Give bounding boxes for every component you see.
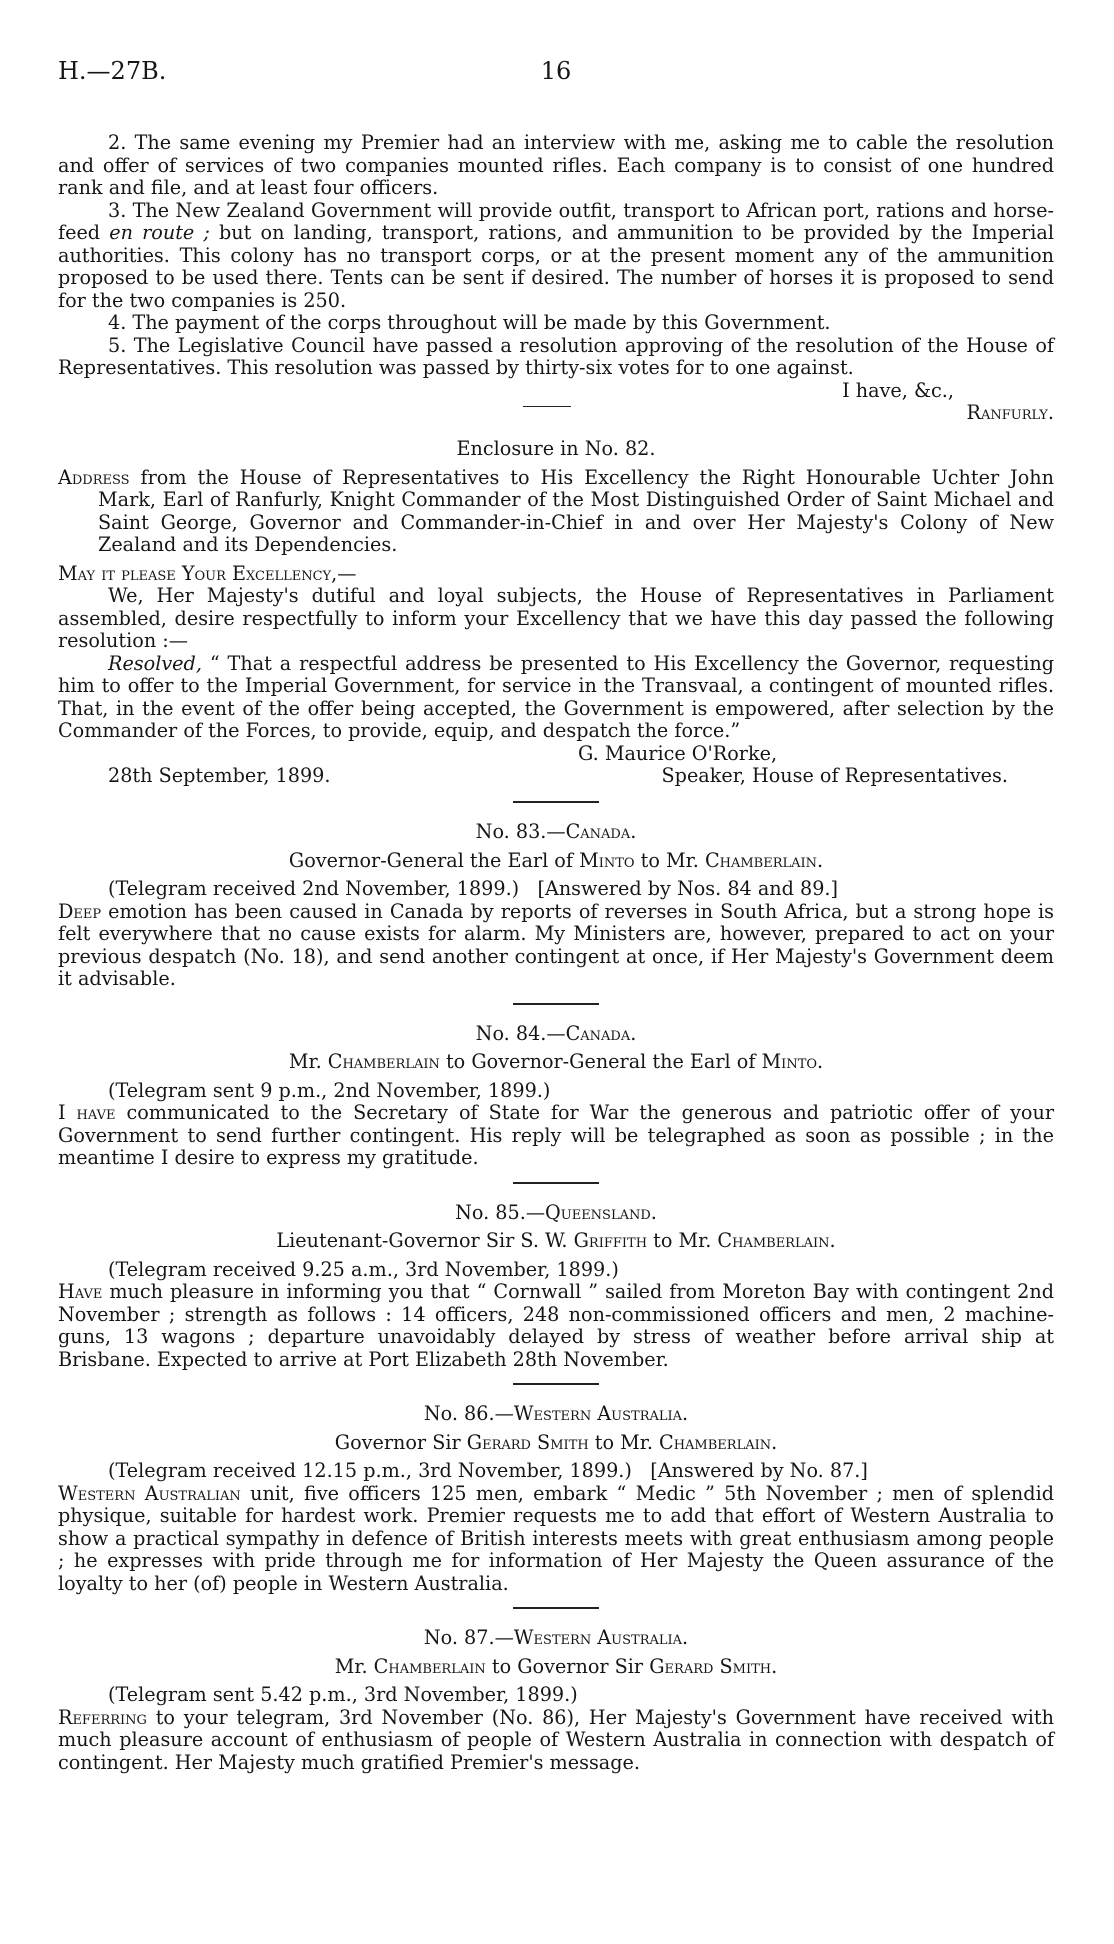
doc-telegram: (Telegram sent 9 p.m., 2nd November, 1899.) bbox=[108, 1078, 551, 1102]
enclosure-signer: G. Maurice O'Rorke, bbox=[578, 741, 778, 765]
enclosure-body: We, Her Majesty's dutiful and loyal subjects, the House of Representatives in Parliament assembled, desire respectfully to inform your Excellency that we have this day passed the following resolution :— bbox=[58, 584, 1054, 652]
section-rule bbox=[513, 801, 599, 803]
doc-heading: No. 86.—Western Australia. bbox=[423, 1402, 689, 1425]
doc-from-to: Lieutenant-Governor Sir S. W. Griffith to Mr. Chamberlain. bbox=[276, 1229, 836, 1252]
doc-from-to: Governor-General the Earl of Minto to Mr. Chamberlain. bbox=[288, 848, 824, 872]
doc-telegram: (Telegram sent 5.42 p.m., 3rd November, 1899.) bbox=[108, 1683, 578, 1706]
doc-from-to: Mr. Chamberlain to Governor-General the Earl of Minto. bbox=[288, 1050, 824, 1073]
section-rule bbox=[513, 1607, 599, 1609]
doc-heading: No. 87.—Western Australia. bbox=[423, 1626, 689, 1649]
doc-body: Referring to your telegram, 3rd November (No. 86), Her Majesty's Government have received with much pleasure account of enthusiasm of people of Western Australia in connection with despatch of contingent. Her Majesty much gratified Premier's message. bbox=[58, 1705, 1054, 1774]
doc-telegram: (Telegram received 2nd November, 1899.) [Answered by Nos. 84 and 89.] bbox=[108, 877, 839, 900]
doc-body: Western Australian unit, five officers 125 men, embark “ Medic ” 5th November ; men of splendid physique, suitable for hardest work. Premier requests me to add that effort of Western Australia to show a practical sympathy in defence of British interests meets with great enthusiasm among people ; he expresses with pride through me for information of Her Majesty the Queen assurance of the loyalty to her (of) people in Western Australia. bbox=[58, 1481, 1054, 1595]
doc-body: Deep emotion has been caused in Canada by reports of reverses in South Africa, but a strong hope is felt everywhere that no cause exists for alarm. My Ministers are, however, prepared to act on your previous despatch (No. 18), and send another contingent at once, if Her Majesty's Government deem it advisable. bbox=[58, 899, 1054, 990]
doc-from-to: Governor Sir Gerard Smith to Mr. Chamberlain. bbox=[334, 1430, 778, 1454]
section-rule bbox=[513, 1182, 599, 1184]
enclosure-date: 28th September, 1899. bbox=[108, 764, 331, 787]
doc-body: Have much pleasure in informing you that “ Cornwall ” sailed from Moreton Bay with contingent 2nd November ; strength as follows : 14 officers, 248 non-commissioned officers and men, 2 machine-guns, 13 wagons ; departure unavoidably delayed by stress of weather before arrival ship at Brisbane. Expected to arrive at Port Elizabeth 28th November. bbox=[58, 1280, 1054, 1371]
paragraph-4: 4. The payment of the corps throughout will be made by this Government. bbox=[108, 311, 831, 334]
doc-telegram: (Telegram received 12.15 p.m., 3rd November, 1899.) [Answered by No. 87.] bbox=[108, 1459, 868, 1482]
enclosure-resolution: Resolved, “ That a respectful address be presented to His Excellency the Governor, requesting him to offer to the Imperial Government, for service in the Transvaal, a contingent of mounted rifles. That, in the event of the offer being accepted, the Government is empowered, after selection by the Commander of the Forces, to provide, equip, and despatch the force.” bbox=[58, 651, 1054, 742]
signature: Ranfurly. bbox=[966, 401, 1054, 424]
short-rule bbox=[523, 406, 571, 407]
page-number: 16 bbox=[540, 57, 572, 85]
closing: I have, &c., bbox=[842, 378, 954, 402]
section-rule bbox=[513, 1383, 599, 1385]
enclosure-signer-title: Speaker, House of Representatives. bbox=[661, 764, 1008, 787]
section-rule bbox=[513, 1003, 599, 1005]
enclosure-address: Address from the House of Representatives to His Excellency the Right Honourable Uchter John Mark, Earl of Ranfurly, Knight Commander of the Most Distinguished Order of Saint Michael and Saint George, Governor and Commander-in-Chief in and over Her Majesty's Colony of New Zealand and its Dependencies. bbox=[58, 465, 1054, 556]
document-86 bbox=[58, 1403, 1054, 1595]
paragraph-2: 2. The same evening my Premier had an interview with me, asking me to cable the resolution and offer of services of two companies mounted rifles. Each company is to consist of one hundred rank and file, and at least four officers. bbox=[58, 131, 1054, 199]
document-85 bbox=[58, 1202, 1054, 1372]
document-reference: H.—27B. bbox=[58, 57, 167, 85]
document-84 bbox=[58, 1023, 1054, 1170]
document-83 bbox=[58, 821, 1054, 991]
enclosure-salutation: May it please Your Excellency,— bbox=[58, 561, 357, 585]
document-87 bbox=[58, 1627, 1054, 1774]
enclosure-date-row bbox=[58, 765, 1054, 787]
doc-telegram: (Telegram received 9.25 a.m., 3rd November, 1899.) bbox=[108, 1257, 619, 1281]
doc-from-to: Mr. Chamberlain to Governor Sir Gerard Smith. bbox=[334, 1654, 778, 1678]
paragraph-3: 3. The New Zealand Government will provide outfit, transport to African port, rations and horse-feed en route ; but on landing, transport, rations, and ammunition to be provided by the Imperial authorities. This colony has no transport corps, or at the present moment any of the ammunition proposed to be used there. Tents can be sent if desired. The number of horses it is proposed to send for the two companies is 250. bbox=[58, 198, 1054, 312]
doc-body: I have communicated to the Secretary of State for War the generous and patriotic offer of your Government to send further contingent. His reply will be telegraphed as soon as possible ; in the meantime I desire to express my gratitude. bbox=[58, 1101, 1054, 1169]
doc-heading: No. 83.—Canada. bbox=[475, 820, 637, 843]
signature-row bbox=[58, 402, 1054, 426]
doc-heading: No. 85.—Queensland. bbox=[455, 1200, 657, 1224]
doc-heading: No. 84.—Canada. bbox=[475, 1021, 637, 1045]
page-header bbox=[58, 52, 1054, 92]
enclosure-heading: Enclosure in No. 82. bbox=[456, 437, 656, 460]
paragraph-5: 5. The Legislative Council have passed a resolution approving of the resolution of the House of Representatives. This resolution was passed by thirty-six votes for to one against. bbox=[58, 333, 1054, 379]
